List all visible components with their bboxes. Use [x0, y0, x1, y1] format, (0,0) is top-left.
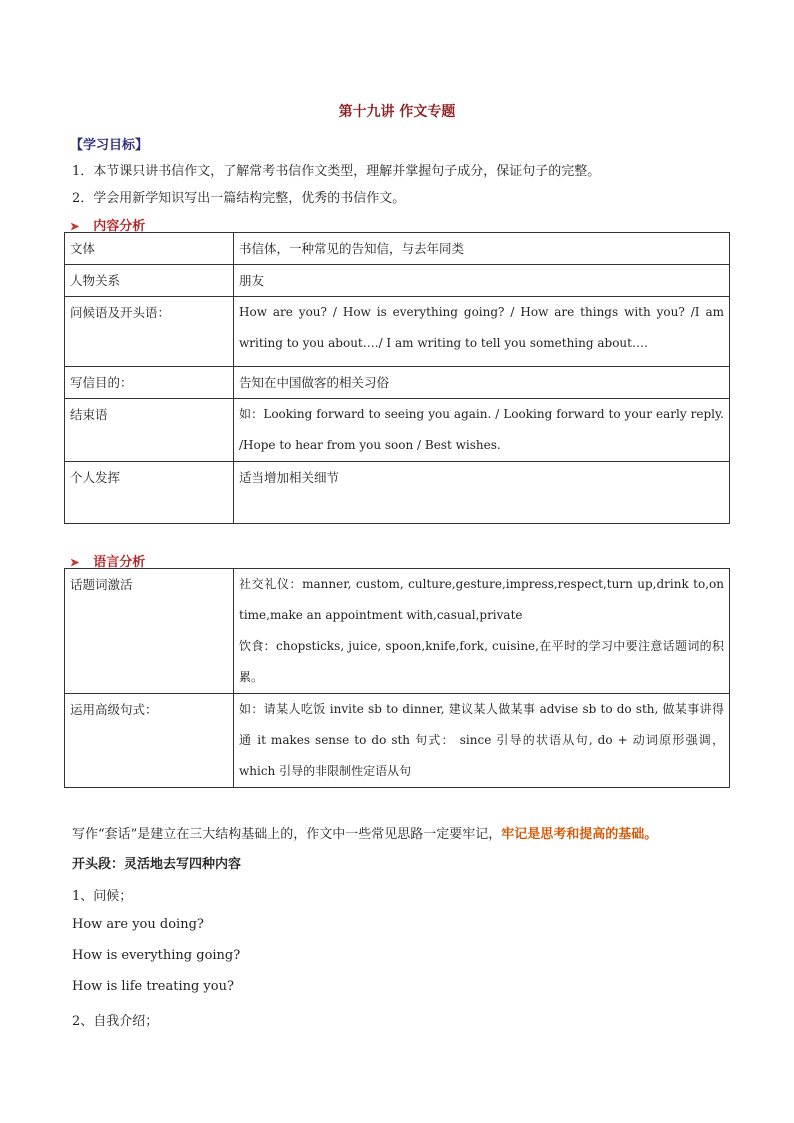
row-value: 如：请某人吃饭 invite sb to dinner, 建议某人做某事 advise sb to do sth, 做某事讲得通 it makes sense to do sth 句式： since 引导的状语从句, do + 动词原形强调，which 引导的非限制性定语从句	[234, 694, 730, 788]
list-item-self-intro: 2、自我介绍；	[72, 1014, 159, 1029]
row-label: 人物关系	[65, 265, 234, 297]
list-item-greeting: 1、问候；	[72, 889, 133, 904]
row-value	[234, 569, 730, 694]
intro-highlight: 牢记是思考和提高的基础。	[501, 827, 658, 842]
table-row	[65, 399, 730, 462]
content-analysis-label: 内容分析	[93, 219, 146, 234]
row-label: 话题词激活	[65, 569, 234, 694]
row-value: 朋友	[234, 265, 730, 297]
row-label: 个人发挥	[65, 462, 234, 524]
arrow-icon: ➤	[70, 556, 80, 569]
objective-1: 1．本节课只讲书信作文，了解常考书信作文类型，理解并掌握句子成分，保证句子的完整。	[72, 164, 601, 179]
table-row	[65, 297, 730, 367]
row-label: 问候语及开头语：	[65, 297, 234, 367]
row-value: How are you? / How is everything going? / How are things with you? /I am writing to you about…./ I am writing to tell you something about….	[234, 297, 730, 367]
page-title: 第十九讲 作文专题	[338, 104, 456, 120]
table-row	[65, 233, 730, 265]
arrow-icon: ➤	[70, 220, 80, 233]
greeting-example-2: How is everything going?	[72, 948, 241, 963]
row-label: 写信目的：	[65, 367, 234, 399]
row-value: 告知在中国做客的相关习俗	[234, 367, 730, 399]
row-value: 书信体，一种常见的告知信，与去年同类	[234, 233, 730, 265]
row-label: 文体	[65, 233, 234, 265]
table-row	[65, 569, 730, 694]
topic-words-food: 饮食：chopsticks, juice, spoon,knife,fork, cuisine,在平时的学习中要注意话题词的积累。	[239, 639, 724, 684]
row-value: 如：Looking forward to seeing you again. / Looking forward to your early reply. /Hope to hear from you soon / Best wishes.	[234, 399, 730, 462]
greeting-example-1: How are you doing?	[72, 917, 204, 932]
table-row	[65, 462, 730, 524]
table-row	[65, 265, 730, 297]
greeting-example-3: How is life treating you?	[72, 979, 234, 994]
language-analysis-label: 语言分析	[93, 555, 146, 570]
row-label: 运用高级句式：	[65, 694, 234, 788]
intro-paragraph	[72, 823, 657, 842]
row-value: 适当增加相关细节	[234, 462, 730, 524]
table-row	[65, 367, 730, 399]
objectives-heading: 【学习目标】	[70, 138, 149, 153]
row-label: 结束语	[65, 399, 234, 462]
content-analysis-table	[64, 232, 730, 524]
table-row	[65, 694, 730, 788]
topic-words-social: 社交礼仪：manner, custom, culture,gesture,impress,respect,turn up,drink to,on time,make an appointment with,casual,private	[239, 577, 724, 622]
opening-heading: 开头段：灵活地去写四种内容	[72, 857, 242, 872]
objective-2: 2．学会用新学知识写出一篇结构完整，优秀的书信作文。	[72, 191, 406, 206]
language-analysis-table	[64, 568, 730, 788]
intro-text: 写作“套话”是建立在三大结构基础上的，作文中一些常见思路一定要牢记，	[72, 827, 502, 842]
